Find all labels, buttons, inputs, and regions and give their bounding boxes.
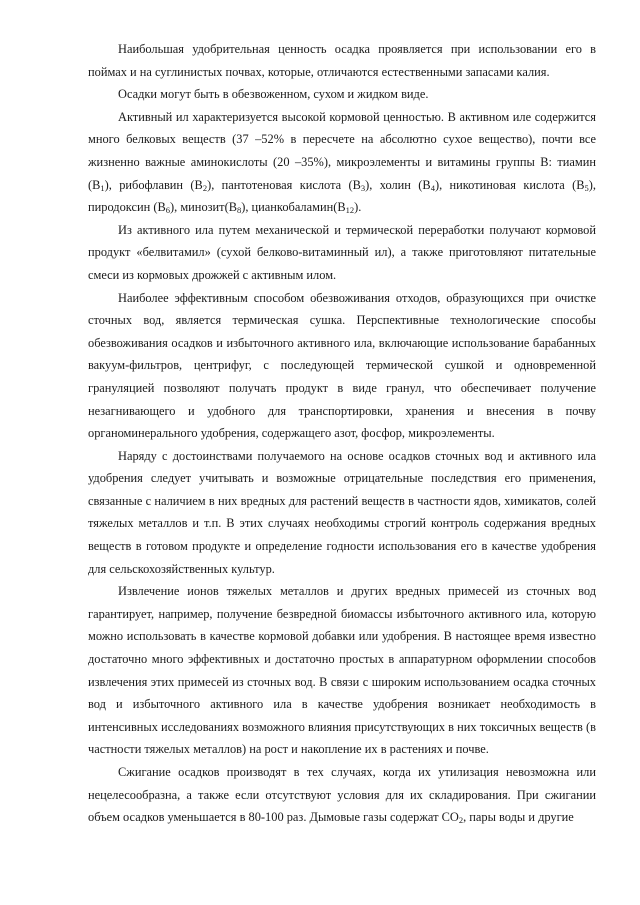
- paragraph-text: Наибольшая удобрительная ценность осадка проявляется при использовании его в поймах и на суглинистых почвах, которые, отличаются естественными запасами калия.: [88, 42, 596, 79]
- paragraph-text: Сжигание осадков производят в тех случаях, когда их утилизация невозможна или нецелесообразна, а также если отсутствуют условия для их складирования. При сжигании объем осадков уменьшается в 80-100 раз. Дымовые газы содержат СО: [88, 765, 596, 825]
- paragraph: [88, 761, 596, 829]
- paragraph: [88, 580, 596, 761]
- paragraph: [88, 445, 596, 581]
- subscript: 8: [236, 205, 242, 216]
- paragraph: [88, 83, 596, 106]
- paragraph-text: Активный ил характеризуется высокой кормовой ценностью. В активном иле содержится много белковых веществ (37 –52% в пересчете на абсолютно сухое вещество), почти все жизненно важные аминокислоты (20 –35%), микроэлементы и витамины группы В: тиамин (В: [88, 109, 596, 192]
- subscript: 12: [345, 205, 355, 216]
- paragraph-text: ), никотиновая кислота (В: [434, 177, 585, 192]
- subscript: 6: [165, 205, 171, 216]
- paragraph-text: ).: [354, 200, 362, 215]
- paragraph-text: Из активного ила путем механической и термической переработки получают кормовой продукт «белвитамил» (сухой белково-витаминный ил), а также приготовляют питательные смеси из кормовых дрожжей с активным илом.: [88, 222, 596, 282]
- paragraph-text: Извлечение ионов тяжелых металлов и других вредных примесей из сточных вод гарантирует, например, получение безвредной биомассы избыточного активного ила, которую можно использовать в качестве кормовой добавки или удобрения. В настоящее время известно достаточно много эффективных и достаточно простых в аппаратурном оформлении способов извлечения этих примесей из сточных вод. В связи с широким использованием осадка сточных вод и избыточного активного ила в качестве удобрения возникает необходимость в интенсивных исследованиях возможного влияния присутствующих в них токсичных веществ (в частности тяжелых металлов) на рост и накопление их в растениях и почве.: [88, 584, 596, 757]
- paragraph-text: Наиболее эффективным способом обезвоживания отходов, образующихся при очистке сточных вод, является термическая сушка. Перспективные технологические способы обезвоживания осадков и избыточного активного ила, включающие использование барабанных вакуум-фильтров, центрифуг, с последующей термической сушкой и одновременной грануляцией позволяют получать продукт в виде гранул, что обеспечивает получение незагнивающего и удобного для транспортировки, хранения и внесения в почву органоминерального удобрения, содержащего азот, фосфор, микроэлементы.: [88, 290, 596, 441]
- paragraph: [88, 38, 596, 83]
- paragraph-text: Осадки могут быть в обезвоженном, сухом и жидком виде.: [118, 87, 429, 102]
- paragraph: [88, 219, 596, 287]
- paragraph-text: ), рибофлавин (В: [104, 177, 203, 192]
- document-body: [88, 38, 596, 829]
- subscript: 4: [430, 182, 435, 193]
- subscript: 1: [100, 182, 105, 193]
- paragraph: [88, 287, 596, 445]
- paragraph-text: ), холин (В: [365, 177, 431, 192]
- paragraph-text: ), пиродоксин (В: [88, 177, 596, 215]
- paragraph-text: ), цианкобаламин(В: [241, 200, 346, 215]
- paragraph-text: ), пантотеновая кислота (В: [207, 177, 361, 192]
- paragraph-text: ), минозит(В: [170, 200, 237, 215]
- subscript: 3: [360, 182, 366, 193]
- paragraph-text: Наряду с достоинствами получаемого на основе осадков сточных вод и активного ила удобрения следует учитывать и возможные отрицательные последствия его применения, связанные с наличием в них вредных для растений веществ в частности ядов, химикатов, солей тяжелых металлов и т.п. В этих случаях необходимы строгий контроль содержания вредных веществ в готовом продукте и определение годности использования его в качестве удобрения для сельскохозяйственных культур.: [88, 448, 596, 576]
- subscript: 5: [584, 182, 589, 193]
- subscript: 2: [458, 815, 464, 826]
- subscript: 2: [202, 182, 208, 193]
- paragraph: [88, 106, 596, 219]
- paragraph-text: , пары воды и другие: [463, 810, 574, 825]
